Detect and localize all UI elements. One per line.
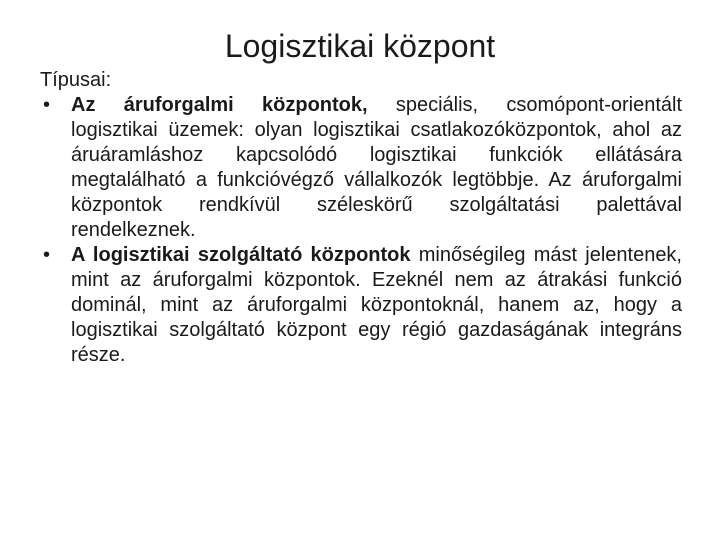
slide-title: Logisztikai központ <box>224 28 496 64</box>
bullet-list <box>40 93 682 368</box>
bullet-dot-icon: • <box>43 244 51 266</box>
bullet-term: Az áruforgalmi központok, <box>71 94 368 116</box>
intro-text: Típusai: <box>40 69 112 91</box>
bullet-text: speciális, csomópont-orientált logisztikai üzemek: olyan logisztikai csatlakozóközpontok, ahol az áruáramláshoz kapcsolódó logisztikai funkciók ellátására megtalálható a funkcióvégző vállalkozók legtöbbje. Az áruforgalmi központok rendkívül széleskörű szolgáltatási palettával rendelkeznek. <box>71 94 683 241</box>
slide-content <box>40 68 682 368</box>
bullet-item-szolgaltato <box>40 243 682 368</box>
bullet-term: A logisztikai szolgáltató központok <box>71 244 411 266</box>
bullet-dot-icon: • <box>43 94 51 116</box>
bullet-item-aruforgalmi <box>40 93 682 243</box>
bullet-text: minőségileg mást jelentenek, mint az áruforgalmi központok. Ezeknél nem az átrakási funkció dominál, mint az áruforgalmi központoknál, hanem az, hogy a logisztikai szolgáltató központ egy régió gazdaságának integráns része. <box>71 244 682 366</box>
